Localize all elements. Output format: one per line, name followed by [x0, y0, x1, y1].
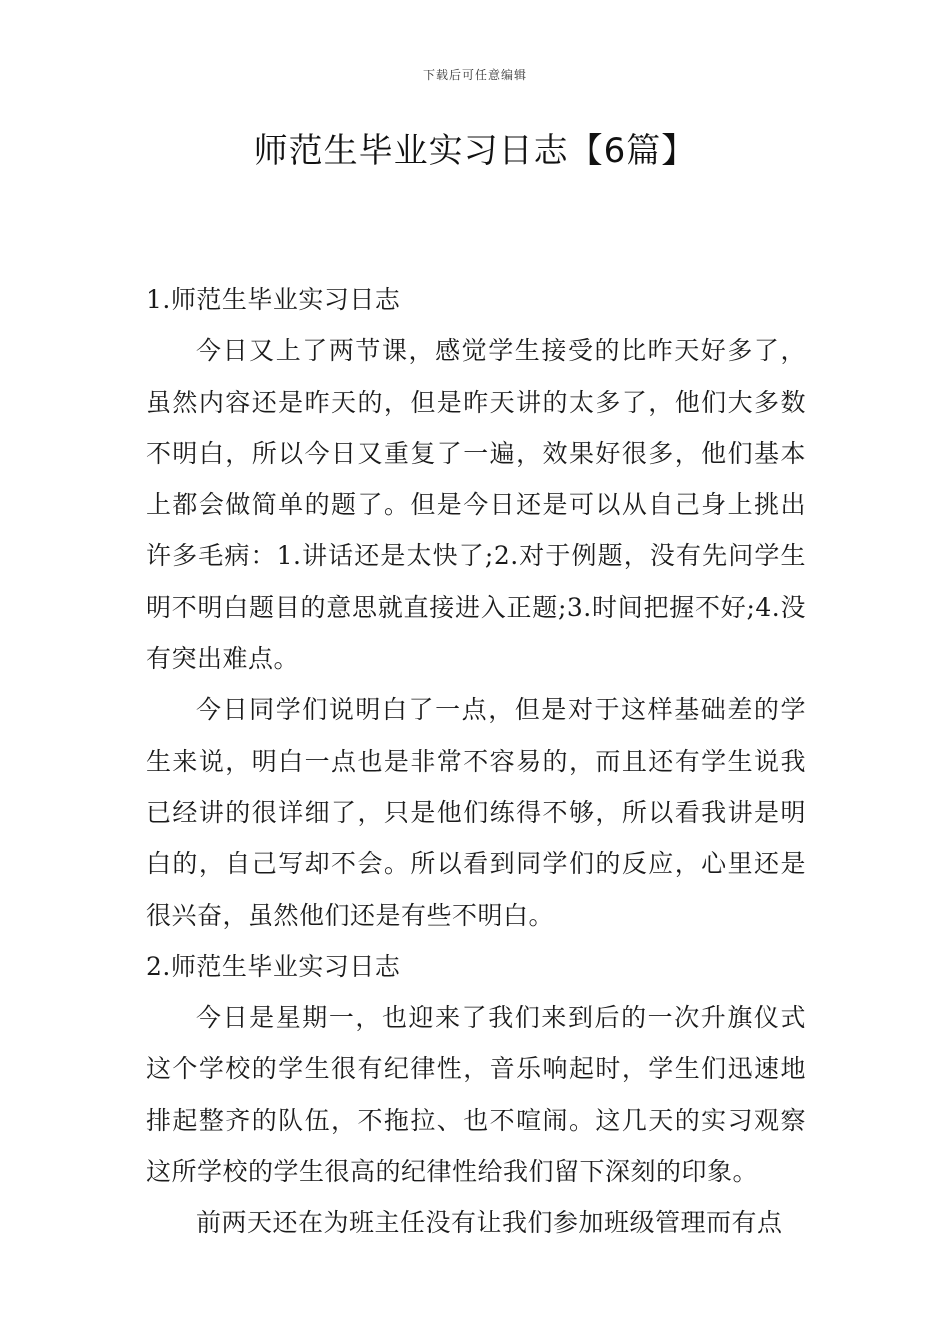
header-note: 下载后可任意编辑: [422, 68, 527, 82]
document-title: 师范生毕业实习日志【6篇】: [253, 131, 697, 171]
paragraph: 今日是星期一，也迎来了我们来到后的一次升旗仪式这个学校的学生很有纪律性，音乐响起时，学生们迅速地排起整齐的队伍，不拖拉、也不喧闹。这几天的实习观察这所学校的学生很高的纪律性给我们留下深刻的印象。: [146, 1003, 806, 1187]
section-heading-1: 1.师范生毕业实习日志: [146, 285, 401, 314]
section-heading-2: 2.师范生毕业实习日志: [146, 951, 401, 981]
paragraph: 今日又上了两节课，感觉学生接受的比昨天好多了，虽然内容还是昨天的，但是昨天讲的太多了，他们大多数不明白，所以今日又重复了一遍，效果好很多，他们基本上都会做简单的题了。但是今日还是可以从自己身上挑出许多毛病：1.讲话还是太快了;2.对于例题，没有先问学生明不明白题目的意思就直接进入正题;3.时间把握不好;4.没有突出难点。: [146, 336, 806, 674]
paragraph: 前两天还在为班主任没有让我们参加班级管理而有点: [196, 1208, 783, 1238]
document-body: [146, 274, 806, 1249]
paragraph: 今日同学们说明白了一点，但是对于这样基础差的学生来说，明白一点也是非常不容易的，而且还有学生说我已经讲的很详细了，只是他们练得不够，所以看我讲是明白的，自己写却不会。所以看到同学们的反应，心里还是很兴奋，虽然他们还是有些不明白。: [146, 695, 806, 930]
